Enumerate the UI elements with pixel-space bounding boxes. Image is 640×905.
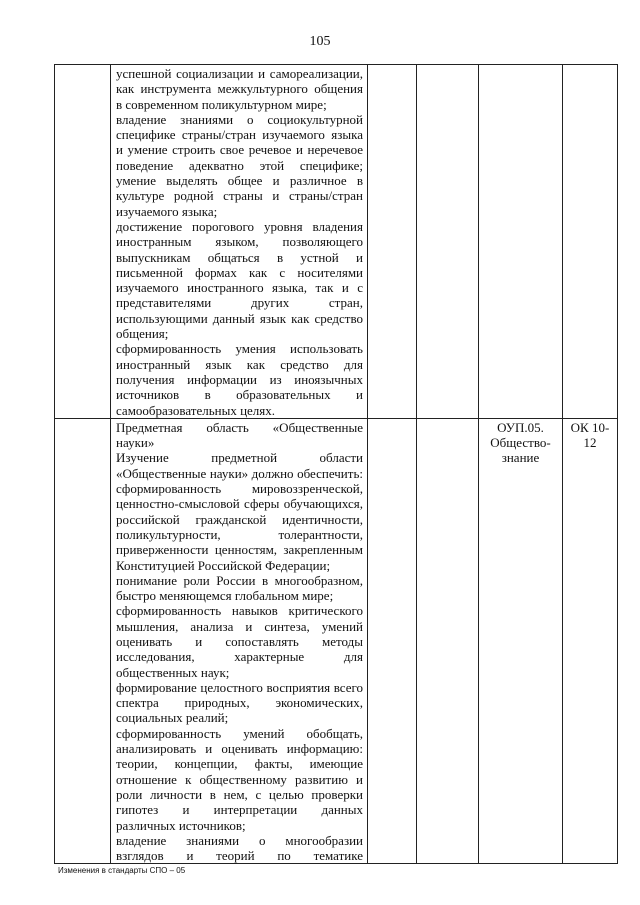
text-line: взглядов и теорий по тематике — [116, 848, 363, 864]
text-line: формирование целостного восприятия всего — [116, 679, 363, 695]
text-line: спектра природных, экономических, — [116, 695, 363, 711]
competence-code-line: 12 — [583, 435, 597, 451]
text-line: изучаемого иностранного языка, так и с — [116, 280, 363, 296]
text-line: получения информации из иноязычных — [116, 371, 363, 387]
text-line: выпускникам общаться в устной и — [116, 249, 363, 265]
text-line: науки» — [116, 435, 155, 451]
text-line: сформированность умения использовать — [116, 341, 363, 357]
text-line: и умение строить свое речевое и неречевое — [116, 142, 363, 158]
row-number-cell — [55, 418, 111, 864]
discipline-cell — [479, 418, 563, 864]
text-line: мышления, анализа и синтеза, умений — [116, 618, 363, 634]
text-line: Предметная область «Общественные — [116, 419, 363, 435]
page-number: 105 — [309, 34, 331, 49]
text-line: ценностно-смысловой сферы обучающихся, — [116, 496, 363, 512]
text-line: быстро меняющемся глобальном мире; — [116, 588, 334, 604]
discipline-code-line: Общество- — [490, 435, 551, 451]
text-line: российской гражданской идентичности, — [116, 511, 363, 527]
text-line: гипотез и интерпретации данных — [116, 802, 363, 818]
text-line: приверженности ценностям, закрепленным — [116, 542, 363, 558]
empty-cell — [368, 418, 417, 864]
text-line: поликультурности, толерантности, — [116, 526, 363, 542]
text-line: владение знаниями о многообразии — [116, 832, 363, 848]
text-line: поведение адекватно этой специфике; — [116, 157, 363, 173]
text-line: исследования, характерные для — [116, 649, 363, 665]
text-line: использующими данный язык как средство — [116, 310, 363, 326]
text-line: роли личности в нем, с целью проверки — [116, 786, 363, 802]
text-line: успешной социализации и самореализации, — [116, 66, 363, 81]
text-line: сформированность мировоззренческой, — [116, 481, 363, 497]
empty-cell — [417, 418, 479, 864]
discipline-code-line: знание — [501, 450, 540, 466]
text-line: иностранным языком, позволяющего — [116, 234, 363, 250]
competence-cell — [563, 418, 618, 864]
row-number-cell — [55, 65, 111, 419]
footer-note: Изменения в стандарты СПО – 05 — [58, 866, 186, 875]
text-line: владение знаниями о социокультурной — [116, 111, 363, 127]
text-line: изучаемого языка; — [116, 203, 218, 219]
text-line: достижение порогового уровня владения — [116, 218, 363, 234]
text-line: общения; — [116, 326, 169, 342]
text-line: понимание роли России в многообразном, — [116, 572, 363, 588]
discipline-cell — [479, 65, 563, 419]
requirements-cell — [111, 65, 368, 419]
text-line: в современном поликультурном мире; — [116, 96, 327, 112]
text-line: культуре родной страны и страны/стран — [116, 188, 363, 204]
text-line: отношение к общественному развитию и — [116, 771, 363, 787]
text-line: специфике страны/стран изучаемого языка — [116, 127, 363, 143]
competence-cell — [563, 65, 618, 419]
text-line: как инструмента межкультурного общения — [116, 81, 363, 97]
text-line: источников в образовательных и — [116, 387, 363, 403]
standards-table — [54, 64, 618, 864]
text-line: Изучение предметной области — [116, 450, 363, 466]
text-line: умение выделять общее и различное в — [116, 173, 363, 189]
empty-cell — [417, 65, 479, 419]
competence-code-line: ОК 10- — [570, 419, 610, 435]
text-line: анализировать и оценивать информацию: — [116, 741, 363, 757]
text-line: теории, концепции, факты, имеющие — [116, 756, 363, 772]
text-line: сформированность навыков критического — [116, 603, 363, 619]
text-line: письменной формах как с носителями — [116, 264, 363, 280]
requirements-cell — [111, 418, 368, 864]
text-line: оценивать и сопоставлять методы — [116, 633, 363, 649]
text-line: общественных наук; — [116, 664, 230, 680]
text-line: различных источников; — [116, 817, 246, 833]
table-row — [55, 65, 618, 419]
text-line: социальных реалий; — [116, 710, 229, 726]
text-line: представителями других стран, — [116, 295, 363, 311]
text-line: «Общественные науки» должно обеспечить: — [116, 465, 363, 481]
text-line: Конституцией Российской Федерации; — [116, 557, 331, 573]
empty-cell — [368, 65, 417, 419]
discipline-code-line: ОУП.05. — [497, 419, 544, 435]
text-line: сформированность умений обобщать, — [116, 725, 363, 741]
table-row — [55, 418, 618, 864]
text-line: самообразовательных целях. — [116, 402, 276, 418]
text-line: иностранный язык как средство для — [116, 356, 363, 372]
